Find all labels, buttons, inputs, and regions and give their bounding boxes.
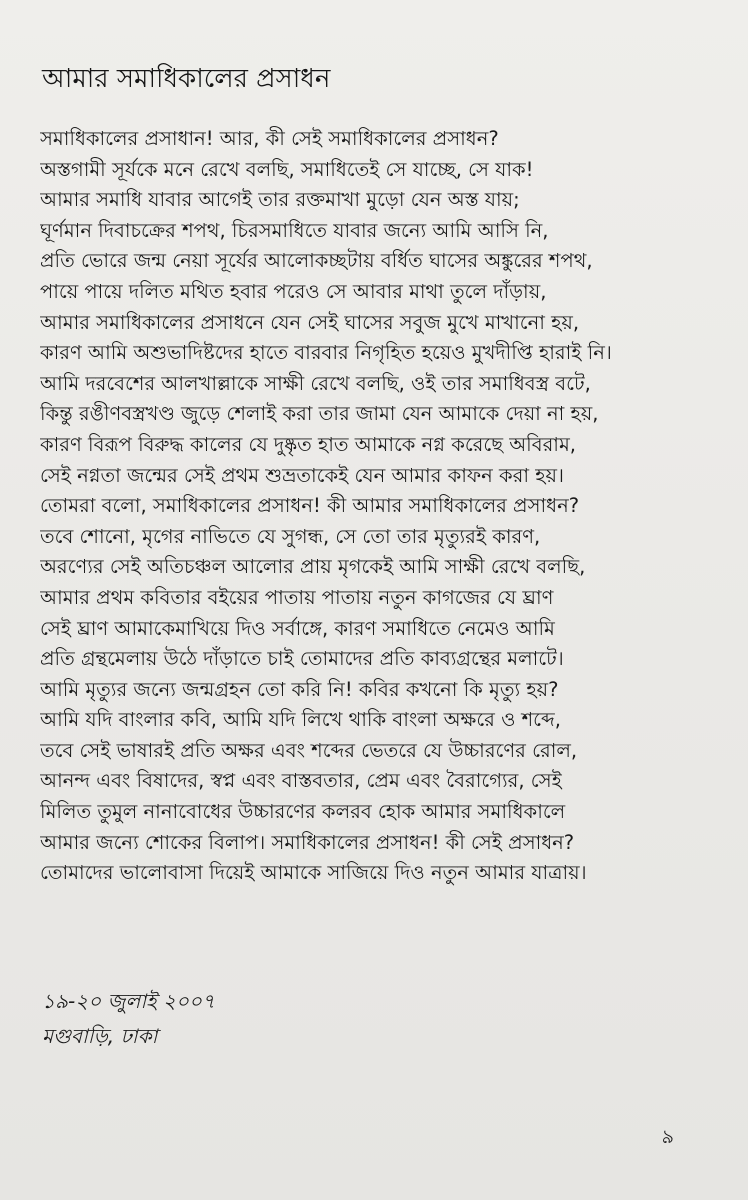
- page-number: ৯: [661, 1126, 674, 1148]
- poem-line: কারণ আমি অশুভাদিষ্টদের হাতে বারবার নিগৃহিত হয়েও মুখদীপ্তি হারাই নি।: [40, 341, 612, 365]
- poem-line: মিলিত তুমুল নানাবোধের উচ্চারণের কলরব হোক আমার সমাধিকালে: [40, 800, 566, 824]
- poem-line: আমি মৃত্যুর জন্যে জন্মগ্রহন তো করি নি! কবির কখনো কি মৃত্যু হয়?: [40, 677, 559, 701]
- poem-line: সেই নগ্নতা জন্মের সেই প্রথম শুভ্রতাকেই যেন আমার কাফন করা হয়।: [40, 463, 564, 487]
- poem-line: প্রতি গ্রন্থমেলায় উঠে দাঁড়াতে চাই তোমাদের প্রতি কাব্যগ্রন্থের মলাটে।: [40, 647, 564, 671]
- poem-line: প্রতি ভোরে জন্ম নেয়া সূর্যের আলোকচ্ছটায় বর্ধিত ঘাসের অঙ্কুরের শপথ,: [40, 249, 593, 273]
- poem-line: আমার সমাধি যাবার আগেই তার রক্তমাখা মুড়ো যেন অস্ত যায়;: [40, 188, 520, 212]
- poem-line: অস্তগামী সূর্যকে মনে রেখে বলছি, সমাধিতেই সে যাচ্ছে, সে যাক!: [40, 157, 534, 181]
- poem-line: আমার সমাধিকালের প্রসাধনে যেন সেই ঘাসের সবুজ মুখে মাখানো হয়,: [40, 310, 580, 334]
- poem-line: আমি দরবেশের আলখাল্লাকে সাক্ষী রেখে বলছি, ওই তার সমাধিবস্ত্র বটে,: [40, 371, 591, 395]
- poem-line: তোমরা বলো, সমাধিকালের প্রসাধন! কী আমার সমাধিকালের প্রসাধন?: [40, 494, 580, 518]
- poem-line: পায়ে পায়ে দলিত মথিত হবার পরেও সে আবার মাথা তুলে দাঁড়ায়,: [40, 279, 547, 303]
- poem-line: আমি যদি বাংলার কবি, আমি যদি লিখে থাকি বাংলা অক্ষরে ও শব্দে,: [40, 708, 561, 732]
- poem-line: কিন্তু রঙীণবস্ত্রখণ্ড জুড়ে শেলাই করা তার জামা যেন আমাকে দেয়া না হয়,: [40, 402, 599, 426]
- poem-line: ঘূর্ণমান দিবাচক্রের শপথ, চিরসমাধিতে যাবার জন্যে আমি আসি নি,: [40, 218, 549, 242]
- poem-line: অরণ্যের সেই অতিচঞ্চল আলোর প্রায় মৃগকেই আমি সাক্ষী রেখে বলছি,: [40, 555, 586, 579]
- composition-place: মগুবাড়ি, ঢাকা: [42, 1024, 158, 1048]
- poem-line: আমার প্রথম কবিতার বইয়ের পাতায় পাতায় নতুন কাগজের যে ঘ্রাণ: [40, 585, 554, 609]
- poem-line: তোমাদের ভালোবাসা দিয়েই আমাকে সাজিয়ে দিও নতুন আমার যাত্রায়।: [40, 861, 587, 885]
- poem-body: [40, 124, 730, 889]
- poem-line: তবে সেই ভাষারই প্রতি অক্ষর এবং শব্দের ভেতরে যে উচ্চারণের রোল,: [40, 738, 578, 762]
- poem-line: সেই ঘ্রাণ আমাকেমাখিয়ে দিও সর্বাঙ্গে, কারণ সমাধিতে নেমেও আমি: [40, 616, 555, 640]
- poem-line: সমাধিকালের প্রসাধান! আর, কী সেই সমাধিকালের প্রসাধন?: [40, 127, 499, 150]
- poem-line: আমার জন্যে শোকের বিলাপ। সমাধিকালের প্রসাধন! কী সেই প্রসাধন?: [40, 830, 575, 854]
- poem-line: তবে শোনো, মৃগের নাভিতে যে সুগন্ধ, সে তো তার মৃত্যুরই কারণ,: [40, 524, 541, 548]
- poem-line: আনন্দ এবং বিষাদের, স্বপ্ন এবং বাস্তবতার, প্রেম এবং বৈরাগ্যের, সেই: [40, 769, 562, 793]
- poem-title: আমার সমাধিকালের প্রসাধন: [42, 64, 331, 94]
- composition-date: ১৯-২০ জুলাই ২০০৭: [42, 989, 215, 1013]
- poem-line: কারণ বিরূপ বিরুদ্ধ কালের যে দুষ্কৃত হাত আমাকে নগ্ন করেছে অবিরাম,: [40, 432, 576, 456]
